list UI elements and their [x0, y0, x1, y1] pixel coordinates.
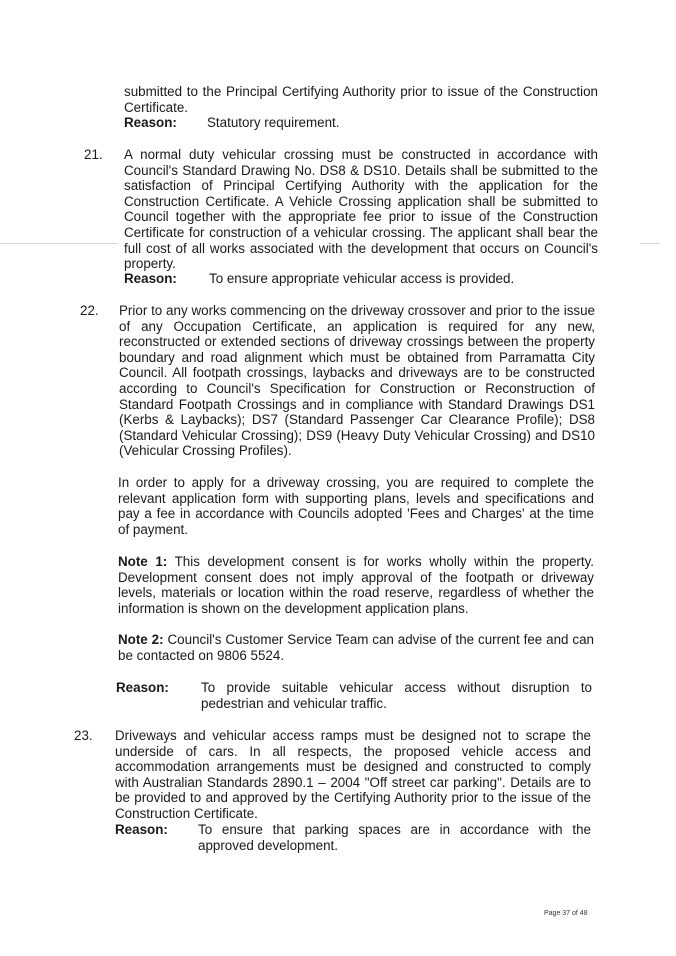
- reason-label: Reason:: [124, 271, 177, 286]
- reason-text: To ensure appropriate vehicular access is provided.: [209, 271, 515, 286]
- condition-21-text: A normal duty vehicular crossing must be constructed in accordance with Council's Standard Drawing No. DS8 & DS10. Details shall be submitted to the satisfaction of Principal Certifying Authority with the application for the Construction Certificate. A Vehicle Crossing application shall be submitted to Council together with the appropriate fee prior to issue of the Construction Certificate for construction of a vehicular crossing. The applicant shall bear the full cost of all works associated with the development that occurs on Council's property.: [124, 147, 598, 272]
- reason-label: Reason:: [124, 115, 177, 130]
- continuation-paragraph: submitted to the Principal Certifying Authority prior to issue of the Construction Certificate.: [124, 84, 598, 115]
- reason-text: Statutory requirement.: [207, 115, 340, 130]
- condition-22-text: Prior to any works commencing on the driveway crossover and prior to the issue of any Occupation Certificate, an application is required for any new, reconstructed or extended sections of driveway crossings between the property boundary and road alignment which must be obtained from Parramatta City Council. All footpath crossings, laybacks and driveways are to be constructed according to Council's Specification for Construction or Reconstruction of Standard Footpath Crossings and in compliance with Standard Drawings DS1 (Kerbs & Laybacks); DS7 (Standard Passenger Car Clearance Profile); DS8 (Standard Vehicular Crossing); DS9 (Heavy Duty Vehicular Crossing) and DS10 (Vehicular Crossing Profiles).: [119, 303, 595, 459]
- condition-22-text-2: In order to apply for a driveway crossing, you are required to complete the relevant application form with supporting plans, levels and specifications and pay a fee in accordance with Councils adopted 'Fees and Charges' at the time of payment.: [118, 475, 594, 537]
- note-1-text: This development consent is for works wholly within the property. Development consent does not imply approval of the footpath or driveway levels, materials or location within the road reserve, regardless of whether the information is shown on the development application plans.: [118, 554, 594, 616]
- condition-23-text: Driveways and vehicular access ramps must be designed not to scrape the underside of cars. In all respects, the proposed vehicle access and accommodation arrangements must be designed and constructed to comply with Australian Standards 2890.1 – 2004 "Off street car parking". Details are to be provided to and approved by the Certifying Authority prior to the issue of the Construction Certificate.: [115, 728, 591, 821]
- note-2-label: Note 2:: [118, 632, 164, 647]
- condition-number-22: 22.: [80, 303, 99, 318]
- reason-label: Reason:: [115, 822, 168, 837]
- condition-number-21: 21.: [84, 147, 103, 162]
- reason-text: To ensure that parking spaces are in accordance with the approved development.: [198, 822, 591, 853]
- scan-artifact-line: [0, 243, 118, 244]
- page-number: Page 37 of 48: [544, 910, 588, 917]
- reason-label: Reason:: [116, 680, 169, 695]
- note-2-text: Council's Customer Service Team can advise of the current fee and can be contacted on 9806 5524.: [118, 632, 594, 663]
- note-1-label: Note 1:: [118, 554, 168, 569]
- note-1: [118, 554, 594, 616]
- condition-number-23: 23.: [74, 728, 93, 743]
- reason-text: To provide suitable vehicular access without disruption to pedestrian and vehicular traffic.: [201, 680, 592, 711]
- scan-artifact-line: [640, 243, 660, 244]
- note-2: [118, 632, 594, 663]
